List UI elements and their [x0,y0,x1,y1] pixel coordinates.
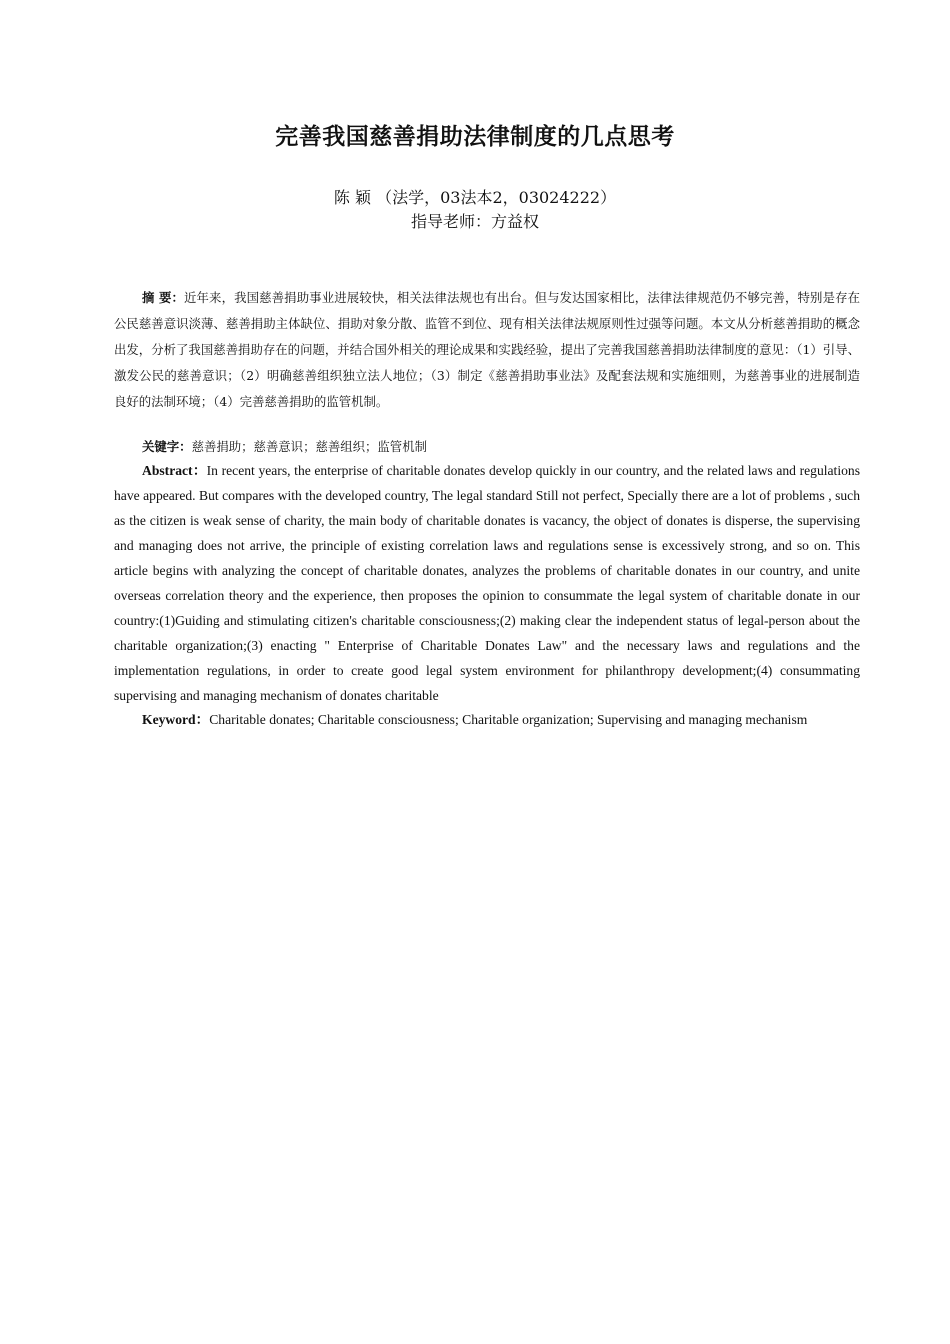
english-keywords [114,707,860,732]
author-line: 陈 颖 （法学，03法本2，03024222） [333,188,617,207]
english-abstract [114,458,860,708]
chinese-abstract [114,285,860,415]
chinese-keywords [114,435,860,459]
english-abstract-label: Abstract： [142,463,207,478]
paper-title: 完善我国慈善捐助法律制度的几点思考 [275,124,675,150]
chinese-abstract-label: 摘 要： [142,290,185,305]
chinese-keywords-label: 关键字： [142,439,192,454]
english-keywords-text: Charitable donates; Charitable consciousness; Charitable organization; Supervising and managing mechanism [209,712,808,727]
english-abstract-text: In recent years, the enterprise of charitable donates develop quickly in our country, and the related laws and regulations have appeared. But compares with the developed country, The legal standard Still not perfect, Specially there are a lot of problems , such as the citizen is weak sense of charity, the main body of charitable donates is vacancy, the object of donates is disperse, the supervising and managing does not arrive, the principle of existing correlation laws and regulations sense is excessively strong, and so on. This article begins with analyzing the concept of charitable donates, analyzes the problems of charitable donates in our country, and unite overseas correlation theory and the experience, then proposes the opinion to consummate the legal system of charitable donate in our country:(1)Guiding and stimulating citizen's charitable consciousness;(2) making clear the independent status of legal-person about the charitable organization;(3) enacting " Enterprise of Charitable Donates Law" and the necessary laws and regulations and the implementation regulations, in order to create good legal system environment for philanthropy development;(4) consummating supervising and managing mechanism of donates charitable [114,463,860,703]
advisor-line: 指导老师：方益权 [410,212,539,231]
chinese-abstract-text: 近年来，我国慈善捐助事业进展较快，相关法律法规也有出台。但与发达国家相比，法律法律规范仍不够完善，特别是存在公民慈善意识淡薄、慈善捐助主体缺位、捐助对象分散、监管不到位、现有相关法律法规原则性过强等问题。本文从分析慈善捐助的概念出发，分析了我国慈善捐助存在的问题，并结合国外相关的理论成果和实践经验，提出了完善我国慈善捐助法律制度的意见：（1）引导、激发公民的慈善意识；（2）明确慈善组织独立法人地位；（3）制定《慈善捐助事业法》及配套法规和实施细则，为慈善事业的进展制造良好的法制环境；（4）完善慈善捐助的监管机制。 [114,290,860,409]
chinese-keywords-text: 慈善捐助；慈善意识；慈善组织；监管机制 [191,439,427,454]
english-keywords-label: Keyword： [142,712,210,727]
